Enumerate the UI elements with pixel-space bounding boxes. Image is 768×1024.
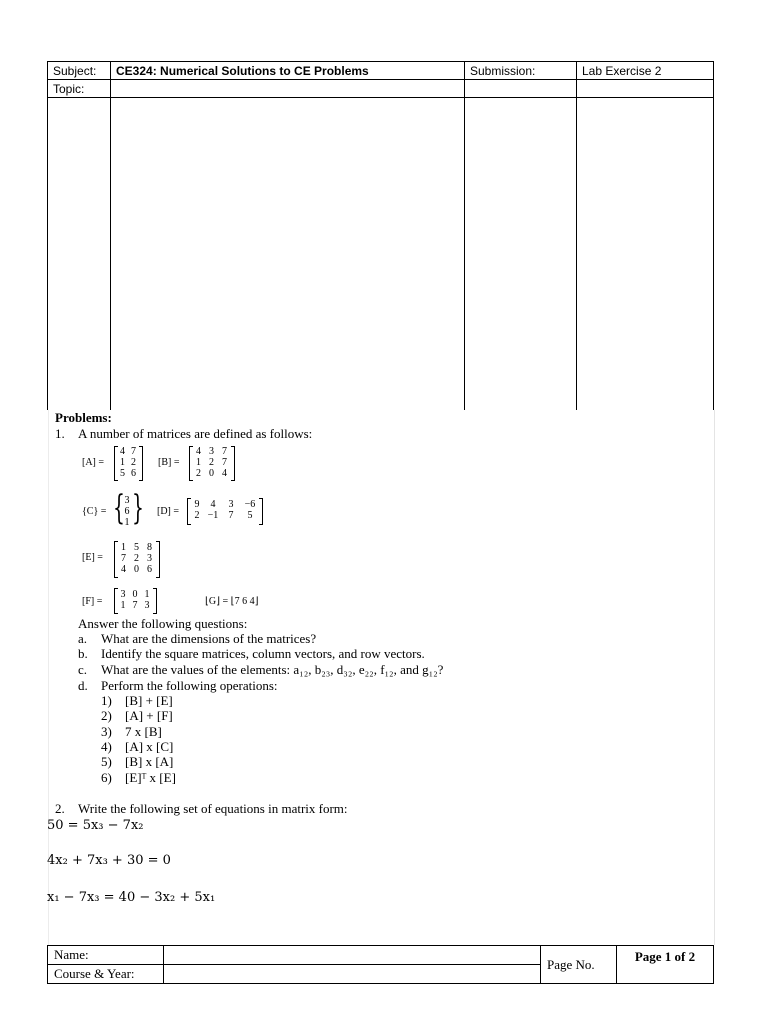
- question-letter: d.: [78, 678, 88, 693]
- matrix-f-cell: 1: [144, 589, 150, 600]
- course-label: Course & Year:: [48, 965, 164, 984]
- problem-2-text: Write the following set of equations in matrix form:: [78, 801, 348, 816]
- matrix-d-cell: 4: [210, 499, 216, 510]
- problems-heading: Problems:: [55, 410, 112, 425]
- matrix-b: [192, 446, 231, 479]
- problem-1-text: A number of matrices are defined as follows:: [78, 426, 313, 441]
- topic-label: Topic:: [48, 80, 111, 98]
- column-rule: [464, 97, 465, 410]
- matrix-e-cell: 8: [147, 542, 152, 553]
- matrix-e-cell: 0: [134, 564, 139, 575]
- matrix-d-cell: 5: [247, 510, 253, 521]
- matrix-c-cell: 6: [124, 506, 130, 517]
- matrix-b-cell: 3: [209, 446, 214, 457]
- column-rule: [110, 97, 111, 410]
- column-rule: [47, 97, 48, 410]
- subject-value: CE324: Numerical Solutions to CE Problems: [111, 62, 465, 80]
- matrix-e-cell: 6: [147, 564, 152, 575]
- matrix-f-cell: 1: [120, 600, 126, 611]
- matrix-a-cell: 1: [120, 457, 125, 468]
- question-letter: c.: [78, 662, 88, 677]
- header-table: [47, 61, 714, 98]
- name-label: Name:: [48, 946, 164, 965]
- question-letter: a.: [78, 631, 88, 646]
- matrix-b-cell: 2: [196, 468, 201, 479]
- equation-1: 50 = 5x₃ − 7x₂: [47, 818, 144, 833]
- matrix-d: [190, 499, 260, 521]
- matrix-d-cell: 9: [194, 499, 200, 510]
- operation-number: 1): [101, 693, 112, 708]
- subject-label: Subject:: [48, 62, 111, 80]
- matrix-d-cell: 7: [228, 510, 234, 521]
- matrix-g-label: ⌊G⌋ = ⌊7 6 4⌋: [205, 596, 259, 607]
- matrix-e-cell: 1: [121, 542, 126, 553]
- operation-text: [B] + [E]: [125, 693, 173, 708]
- matrix-d-cell: −6: [244, 499, 256, 510]
- equation-2: 4x₂ + 7x₃ + 30 = 0: [47, 853, 171, 868]
- matrix-e-label: [E] =: [82, 552, 103, 563]
- matrix-e-cell: 5: [134, 542, 139, 553]
- matrix-a: [117, 446, 139, 479]
- answer-intro: Answer the following questions:: [78, 616, 248, 631]
- matrix-c-cell: 3: [124, 495, 130, 506]
- question-text: Identify the square matrices, column vectors, and row vectors.: [101, 646, 425, 661]
- matrix-f-label: [F] =: [82, 596, 103, 607]
- matrix-e-cell: 7: [121, 553, 126, 564]
- matrix-d-label: [D] =: [157, 506, 180, 517]
- submission-label: Submission:: [465, 62, 577, 80]
- operation-text: [B] x [A]: [125, 754, 174, 770]
- operation-number: 3): [101, 723, 112, 739]
- matrix-e-cell: 3: [147, 553, 152, 564]
- matrix-a-cell: 6: [131, 468, 136, 479]
- content-border: [714, 410, 715, 945]
- matrix-a-cell: 2: [131, 457, 136, 468]
- question-text: What are the dimensions of the matrices?: [101, 631, 317, 646]
- matrix-f-cell: 3: [144, 600, 150, 611]
- matrix-b-cell: 7: [222, 457, 227, 468]
- operation-number: 5): [101, 754, 112, 770]
- matrix-a-label: [A] =: [82, 457, 105, 468]
- question-text: What are the values of the elements: a₁₂, b₂₃, d₃₂, e₂₂, f₁₂, and g₁₂?: [101, 662, 444, 677]
- operation-text: [E]ᵀ x [E]: [125, 769, 176, 785]
- operation-number: 4): [101, 738, 112, 754]
- matrix-f-cell: 7: [132, 600, 138, 611]
- operation-text: [A] x [C]: [125, 738, 174, 754]
- matrix-d-cell: 2: [194, 510, 200, 521]
- matrix-e: [117, 542, 156, 575]
- matrix-c-label: {C} =: [82, 506, 107, 517]
- operation-text: 7 x [B]: [125, 723, 162, 739]
- matrix-b-cell: 0: [209, 468, 214, 479]
- equation-3: x₁ − 7x₃ = 40 − 3x₂ + 5x₁: [47, 890, 216, 905]
- page-no-label: Page No.: [541, 946, 617, 984]
- problem-2-number: 2.: [55, 801, 65, 816]
- page-indicator: Page 1 of 2: [617, 946, 714, 984]
- column-rule: [713, 97, 714, 410]
- matrix-a-cell: 7: [131, 446, 136, 457]
- column-rule: [576, 97, 577, 410]
- matrix-f-cell: 0: [132, 589, 138, 600]
- matrix-b-cell: 2: [209, 457, 214, 468]
- brace-right-icon: }: [132, 488, 144, 528]
- matrix-a-cell: 5: [120, 468, 125, 479]
- problem-1-number: 1.: [55, 426, 65, 441]
- matrix-e-cell: 2: [134, 553, 139, 564]
- matrix-a-cell: 4: [120, 446, 125, 457]
- matrix-c-cell: 1: [124, 517, 130, 528]
- question-letter: b.: [78, 646, 88, 661]
- matrix-d-cell: 3: [228, 499, 234, 510]
- operation-number: 6): [101, 769, 112, 785]
- submission-value: Lab Exercise 2: [577, 62, 714, 80]
- matrix-b-label: [B] =: [158, 457, 180, 468]
- footer-table: [47, 945, 714, 984]
- matrix-b-cell: 1: [196, 457, 201, 468]
- operation-text: [A] + [F]: [125, 708, 173, 724]
- matrix-d-cell: −1: [207, 510, 219, 521]
- matrix-b-cell: 4: [196, 446, 201, 457]
- matrix-b-cell: 4: [222, 468, 227, 479]
- matrix-f: [117, 589, 153, 611]
- operation-number: 2): [101, 708, 112, 724]
- matrix-c: [122, 495, 132, 528]
- brace-left-icon: {: [113, 488, 125, 528]
- question-text: Perform the following operations:: [101, 678, 278, 693]
- matrix-b-cell: 7: [222, 446, 227, 457]
- matrix-e-cell: 4: [121, 564, 126, 575]
- matrix-f-cell: 3: [120, 589, 126, 600]
